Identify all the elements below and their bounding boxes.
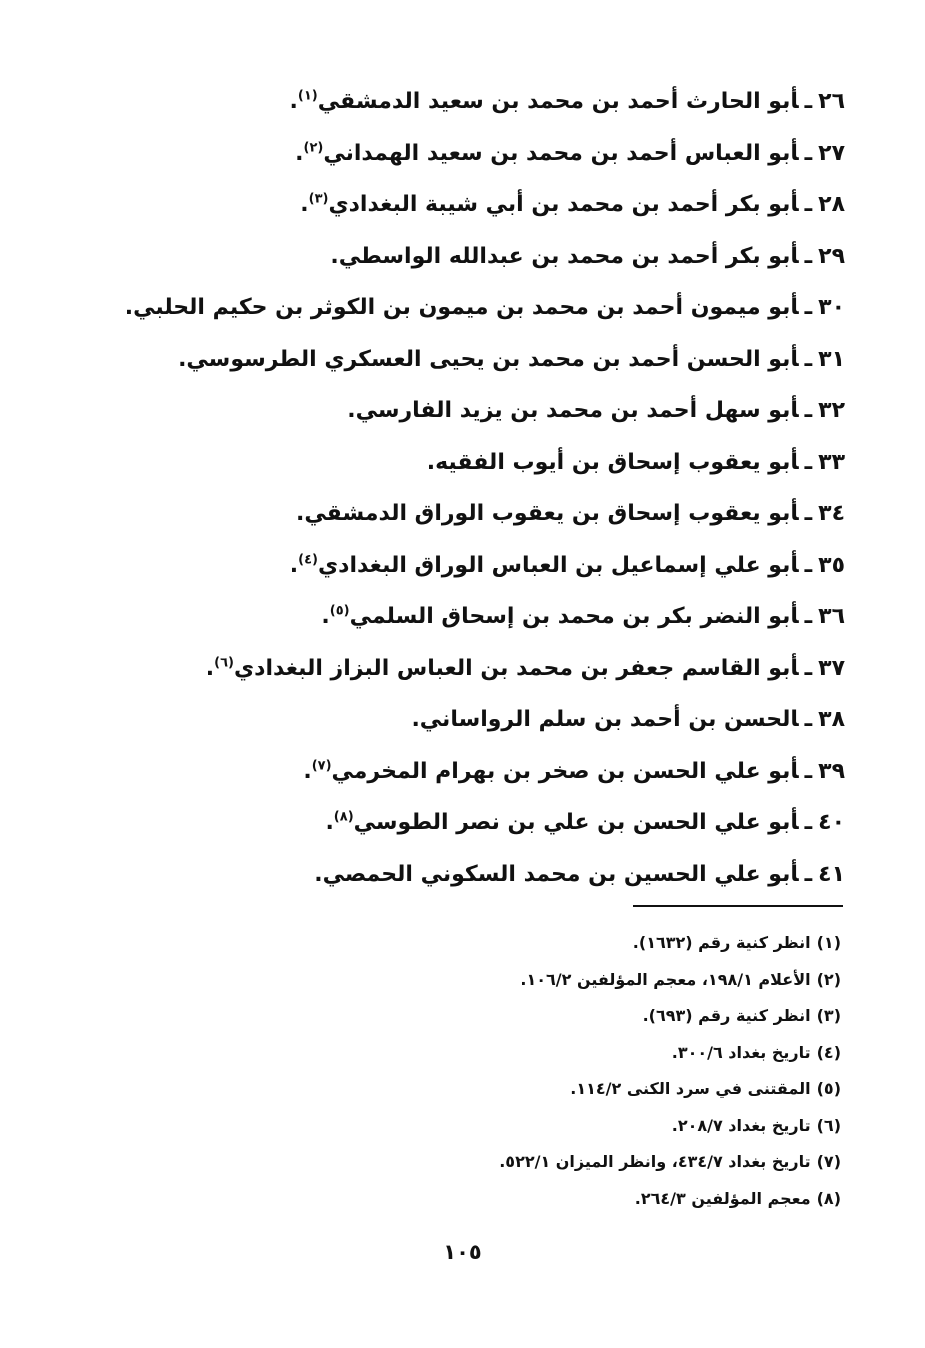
entry-41 [125, 849, 845, 901]
entry-38 [125, 694, 845, 746]
entry-39 [125, 746, 845, 798]
entry-dash: ـ [804, 552, 813, 578]
entry-dash: ـ [804, 758, 813, 784]
entry-number: ٢٦ [818, 89, 845, 114]
entry-dash: ـ [804, 192, 813, 217]
entry-end: . [325, 810, 334, 835]
entry-text: أبو علي الحسن بن صخر بن بهرام المخرمي [331, 758, 799, 784]
entry-text: أبو الحارث أحمد بن محمد بن سعيد الدمشقي [317, 89, 799, 114]
entry-text: أبو القاسم جعفر بن محمد بن العباس البزاز البغدادي [234, 655, 799, 681]
footnote-number: (١) [816, 933, 841, 952]
entry-number: ٣٠ [818, 295, 845, 320]
entry-text: أبو بكر أحمد بن محمد بن أبي شيبة البغدادي [328, 192, 799, 217]
entry-number: ٣٧ [818, 655, 845, 681]
footnote-number: (٧) [816, 1152, 841, 1171]
entry-33 [125, 437, 845, 489]
entry-end: . [330, 243, 339, 269]
entry-text: أبو علي الحسين بن محمد السكوني الحمصي [322, 861, 799, 887]
entry-34 [125, 488, 845, 540]
entry-dash: ـ [804, 655, 813, 681]
footnote-text: تاريخ بغداد ٣٠٠/٦. [671, 1042, 811, 1062]
entry-text: أبو علي إسماعيل بن العباس الوراق البغدادي [317, 552, 799, 578]
entry-30 [125, 282, 845, 334]
footnote-number: (٣) [816, 1006, 841, 1025]
footnote-3 [281, 998, 841, 1035]
entry-end: . [321, 604, 330, 629]
footnote-number: (٤) [816, 1042, 841, 1062]
entry-text: أبو بكر أحمد بن محمد بن عبدالله الواسطي [338, 243, 799, 269]
entry-28 [125, 179, 845, 231]
entry-dash: ـ [804, 604, 813, 629]
entry-number: ٣٥ [818, 552, 845, 578]
entry-end: . [124, 295, 134, 320]
entry-text: أبو ميمون أحمد بن محمد بن ميمون بن الكوثر بن حكيم الحلبي [133, 295, 799, 320]
footnote-7 [281, 1144, 841, 1181]
footnote-ref: (٤) [298, 552, 318, 568]
entry-end: . [296, 501, 305, 526]
entry-27 [125, 128, 845, 180]
entry-number: ٣٣ [818, 449, 845, 475]
entry-26 [125, 76, 845, 128]
entry-end: . [314, 861, 323, 887]
footnote-1 [281, 925, 841, 962]
entry-text: الحسن بن أحمد بن سلم الرواساني [419, 707, 799, 732]
entry-end: . [303, 758, 312, 784]
footnote-text: معجم المؤلفين ٢٦٤/٣. [634, 1188, 811, 1208]
entry-dash: ـ [804, 707, 813, 732]
footnote-ref: (٣) [308, 191, 329, 207]
footnote-text: تاريخ بغداد ٤٣٤/٧، وانظر الميزان ٥٢٢/١. [499, 1152, 811, 1171]
entry-number: ٢٨ [818, 192, 845, 217]
entry-number: ٢٩ [818, 243, 845, 269]
entry-text: أبو النضر بكر بن محمد بن إسحاق السلمي [349, 604, 799, 629]
entry-text: أبو علي الحسن بن علي بن نصر الطوسي [353, 810, 799, 835]
entry-end: . [178, 346, 187, 372]
footnote-ref: (٦) [214, 655, 234, 671]
entry-text: أبو الحسن أحمد بن محمد بن يحيى العسكري الطرسوسي [186, 346, 799, 372]
entry-31 [125, 334, 845, 386]
footnote-number: (٨) [816, 1188, 841, 1208]
entry-end: . [205, 655, 215, 681]
entry-end: . [426, 449, 436, 475]
footnote-number: (٥) [816, 1079, 841, 1098]
footnote-6 [281, 1108, 841, 1145]
footnote-5 [281, 1071, 841, 1108]
entry-dash: ـ [804, 398, 813, 423]
footnote-8 [281, 1181, 841, 1218]
entry-number: ٤٠ [818, 810, 845, 835]
entry-dash: ـ [804, 810, 813, 835]
entry-40 [125, 797, 845, 849]
footnote-divider [633, 905, 843, 907]
entry-end: . [289, 89, 298, 114]
entry-number: ٣٢ [818, 398, 845, 423]
entry-number: ٤١ [818, 861, 845, 887]
entry-35 [125, 540, 845, 592]
entry-number: ٣٦ [818, 604, 845, 629]
footnote-text: انظر كنية رقم (١٦٣٢). [632, 933, 811, 952]
entry-number: ٣١ [818, 346, 845, 372]
footnotes-list [281, 925, 841, 1217]
entry-number: ٢٧ [818, 140, 845, 166]
entry-text: أبو سهل أحمد بن محمد بن يزيد الفارسي [355, 398, 799, 423]
entry-end: . [300, 192, 309, 217]
footnote-text: الأعلام ١٩٨/١، معجم المؤلفين ١٠٦/٢. [520, 969, 811, 989]
entry-end: . [295, 140, 304, 166]
footnote-4 [281, 1035, 841, 1072]
entry-number: ٣٩ [818, 758, 845, 784]
entry-number: ٣٤ [818, 501, 845, 526]
footnote-number: (٢) [816, 969, 841, 989]
footnote-text: المقتنى في سرد الكنى ١١٤/٢. [570, 1079, 811, 1098]
entry-text: أبو يعقوب إسحاق بن يعقوب الوراق الدمشقي [304, 501, 799, 526]
entry-number: ٣٨ [818, 707, 845, 732]
footnote-number: (٦) [816, 1115, 841, 1135]
footnote-2 [281, 962, 841, 999]
entry-end: . [411, 707, 420, 732]
footnote-ref: (٨) [333, 809, 354, 825]
entry-dash: ـ [804, 861, 813, 887]
footnote-text: انظر كنية رقم (٦٩٣). [642, 1006, 811, 1025]
entry-29 [125, 231, 845, 283]
entry-dash: ـ [804, 89, 813, 114]
entry-dash: ـ [804, 243, 813, 269]
entry-text: أبو يعقوب إسحاق بن أيوب الفقيه [435, 449, 799, 475]
page-number: ١٠٥ [443, 1240, 482, 1264]
entry-end: . [289, 552, 299, 578]
entry-text: أبو العباس أحمد بن محمد بن سعيد الهمداني [323, 140, 799, 166]
entry-dash: ـ [804, 140, 813, 166]
entry-end: . [347, 398, 356, 423]
entry-36 [125, 591, 845, 643]
entry-32 [125, 385, 845, 437]
entry-dash: ـ [804, 501, 813, 526]
entry-dash: ـ [804, 295, 813, 320]
entry-37 [125, 643, 845, 695]
footnote-text: تاريخ بغداد ٢٠٨/٧. [671, 1115, 811, 1135]
footnote-ref: (١) [297, 88, 318, 104]
entry-dash: ـ [804, 449, 813, 475]
footnote-ref: (٧) [311, 758, 332, 774]
entry-dash: ـ [804, 346, 813, 372]
entries-list [125, 76, 845, 900]
footnote-ref: (٢) [303, 140, 324, 156]
footnote-ref: (٥) [329, 603, 350, 619]
